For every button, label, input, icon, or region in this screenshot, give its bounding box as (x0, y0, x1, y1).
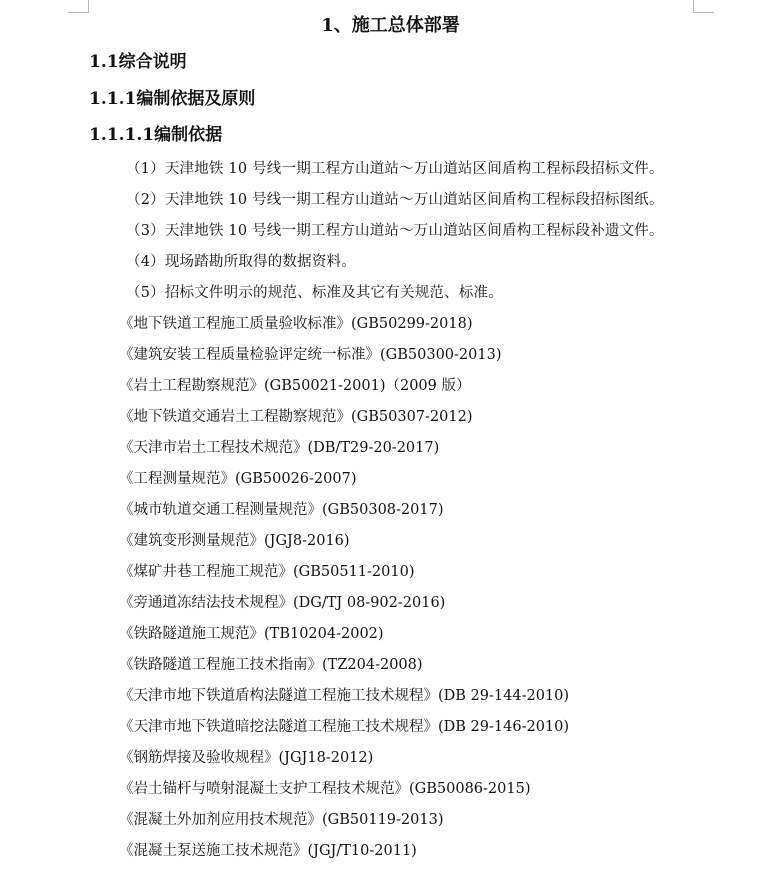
standard-item: 《城市轨道交通工程测量规范》(GB50308-2017) (119, 502, 444, 518)
standard-item: 《混凝土外加剂应用技术规范》(GB50119-2013) (119, 812, 444, 828)
standard-item: 《岩土锚杆与喷射混凝土支护工程技术规范》(GB50086-2015) (119, 781, 531, 797)
crop-mark-top-right (693, 0, 714, 13)
heading-basis-and-principles: 1.1.1编制依据及原则 (89, 89, 256, 109)
standard-item: 《建筑安装工程质量检验评定统一标准》(GB50300-2013) (119, 347, 502, 363)
standard-item: 《地下铁道工程施工质量验收标准》(GB50299-2018) (119, 316, 473, 332)
basis-item: （4）现场踏勘所取得的数据资料。 (126, 254, 356, 270)
standard-item: 《铁路隧道施工规范》(TB10204-2002) (119, 626, 384, 642)
standard-item: 《旁通道冻结法技术规程》(DG/TJ 08-902-2016) (119, 595, 446, 611)
standard-item: 《建筑变形测量规范》(JGJ8-2016) (119, 533, 350, 549)
standard-item: 《煤矿井巷工程施工规范》(GB50511-2010) (119, 564, 415, 580)
standard-item: 《混凝土泵送施工技术规范》(JGJ/T10-2011) (119, 843, 417, 859)
standard-item: 《岩土工程勘察规范》(GB50021-2001)（2009 版） (119, 378, 471, 394)
crop-mark-top-left (68, 0, 89, 13)
standard-item: 《天津市地下铁道盾构法隧道工程施工技术规程》(DB 29-144-2010) (119, 688, 570, 704)
section-title: 1、施工总体部署 (321, 15, 460, 36)
basis-item: （5）招标文件明示的规范、标准及其它有关规范、标准。 (126, 285, 503, 301)
standard-item: 《铁路隧道工程施工技术指南》(TZ204-2008) (119, 657, 423, 673)
heading-overview: 1.1综合说明 (89, 52, 187, 72)
heading-compilation-basis: 1.1.1.1编制依据 (89, 125, 223, 145)
basis-item: （2）天津地铁 10 号线一期工程方山道站～万山道站区间盾构工程标段招标图纸。 (126, 192, 664, 208)
standard-item: 《工程测量规范》(GB50026-2007) (119, 471, 357, 487)
basis-item: （1）天津地铁 10 号线一期工程方山道站～万山道站区间盾构工程标段招标文件。 (126, 161, 664, 177)
standard-item: 《天津市地下铁道暗挖法隧道工程施工技术规程》(DB 29-146-2010) (119, 719, 570, 735)
basis-item: （3）天津地铁 10 号线一期工程方山道站～万山道站区间盾构工程标段补遗文件。 (126, 223, 664, 239)
standard-item: 《天津市岩土工程技术规范》(DB/T29-20-2017) (119, 440, 440, 456)
standard-item: 《钢筋焊接及验收规程》(JGJ18-2012) (119, 750, 374, 766)
standard-item: 《地下铁道交通岩土工程勘察规范》(GB50307-2012) (119, 409, 473, 425)
